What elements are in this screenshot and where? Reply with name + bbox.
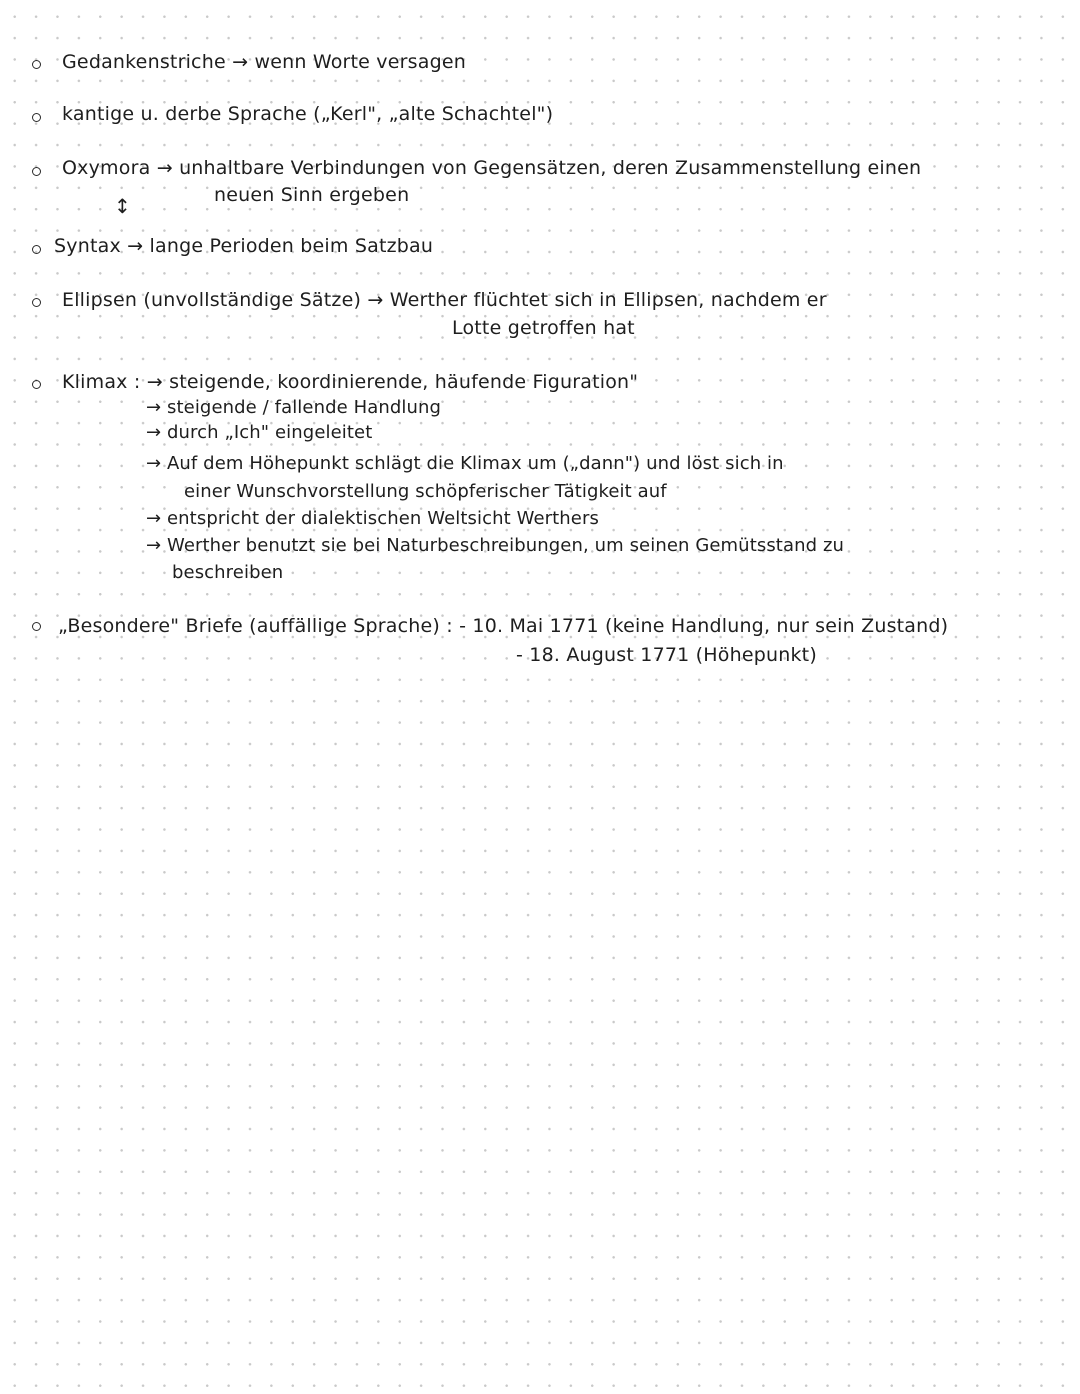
description: wenn Worte versagen — [254, 51, 466, 73]
term: „Besondere" Briefe (auffällige Sprache) : — [58, 615, 453, 637]
note-item-klimax — [62, 370, 638, 394]
arrow-icon: → — [232, 51, 249, 73]
description: lange Perioden beim Satzbau — [149, 235, 434, 257]
bullet-icon — [32, 245, 41, 254]
description: Lotte getroffen hat — [452, 317, 635, 339]
arrow-icon: → — [146, 371, 163, 393]
note-item-syntax — [54, 234, 433, 258]
arrow-icon: → — [127, 235, 144, 257]
note-item-besondere-briefe-date — [516, 643, 817, 667]
term: Gedankenstriche — [62, 51, 226, 73]
bullet-icon — [32, 167, 41, 176]
description: neuen Sinn ergeben — [214, 184, 410, 206]
note-item-oxymora — [62, 156, 921, 180]
arrow-icon: → — [367, 289, 384, 311]
term: Ellipsen (unvollständige Sätze) — [62, 289, 362, 311]
klimax-subpoint: → Auf dem Höhepunkt schlägt die Klimax um („dann") und löst sich in — [146, 453, 784, 474]
note-item-ellipsen — [62, 288, 827, 312]
description: unhaltbare Verbindungen von Gegensätzen, deren Zusammenstellung einen — [179, 157, 922, 179]
arrow-icon: → — [156, 157, 173, 179]
note-item-ellipsen-continued — [452, 316, 635, 340]
note-item-oxymora-continued — [214, 183, 409, 207]
klimax-subpoint: → steigende / fallende Handlung — [146, 397, 442, 418]
double-arrow-icon: ↕ — [114, 194, 131, 218]
note-item-kantige-sprache — [62, 102, 553, 126]
klimax-subpoint: → durch „Ich" eingeleitet — [146, 422, 373, 443]
klimax-subpoint-continued: einer Wunschvorstellung schöpferischer Tätigkeit auf — [184, 481, 667, 502]
klimax-subpoint-continued: beschreiben — [172, 562, 284, 583]
bullet-icon — [32, 380, 41, 389]
description: Werther flüchtet sich in Ellipsen, nachdem er — [389, 289, 827, 311]
description: kantige u. derbe Sprache („Kerl", „alte Schachtel") — [62, 103, 554, 125]
description: steigende, koordinierende, häufende Figuration" — [169, 371, 639, 393]
note-item-gedankenstriche — [62, 50, 466, 74]
date-entry: - 18. August 1771 (Höhepunkt) — [516, 644, 817, 666]
klimax-subpoint: → Werther benutzt sie bei Naturbeschreibungen, um seinen Gemütsstand zu — [146, 535, 845, 556]
bullet-icon — [32, 60, 41, 69]
bullet-icon — [32, 113, 41, 122]
bullet-icon — [32, 622, 41, 631]
term: Klimax : — [62, 371, 141, 393]
bullet-icon — [32, 298, 41, 307]
note-item-besondere-briefe — [58, 614, 948, 638]
date-entry: - 10. Mai 1771 (keine Handlung, nur sein Zustand) — [459, 615, 949, 637]
klimax-subpoint: → entspricht der dialektischen Weltsicht Werthers — [146, 508, 599, 529]
term: Oxymora — [62, 157, 151, 179]
term: Syntax — [54, 235, 121, 257]
